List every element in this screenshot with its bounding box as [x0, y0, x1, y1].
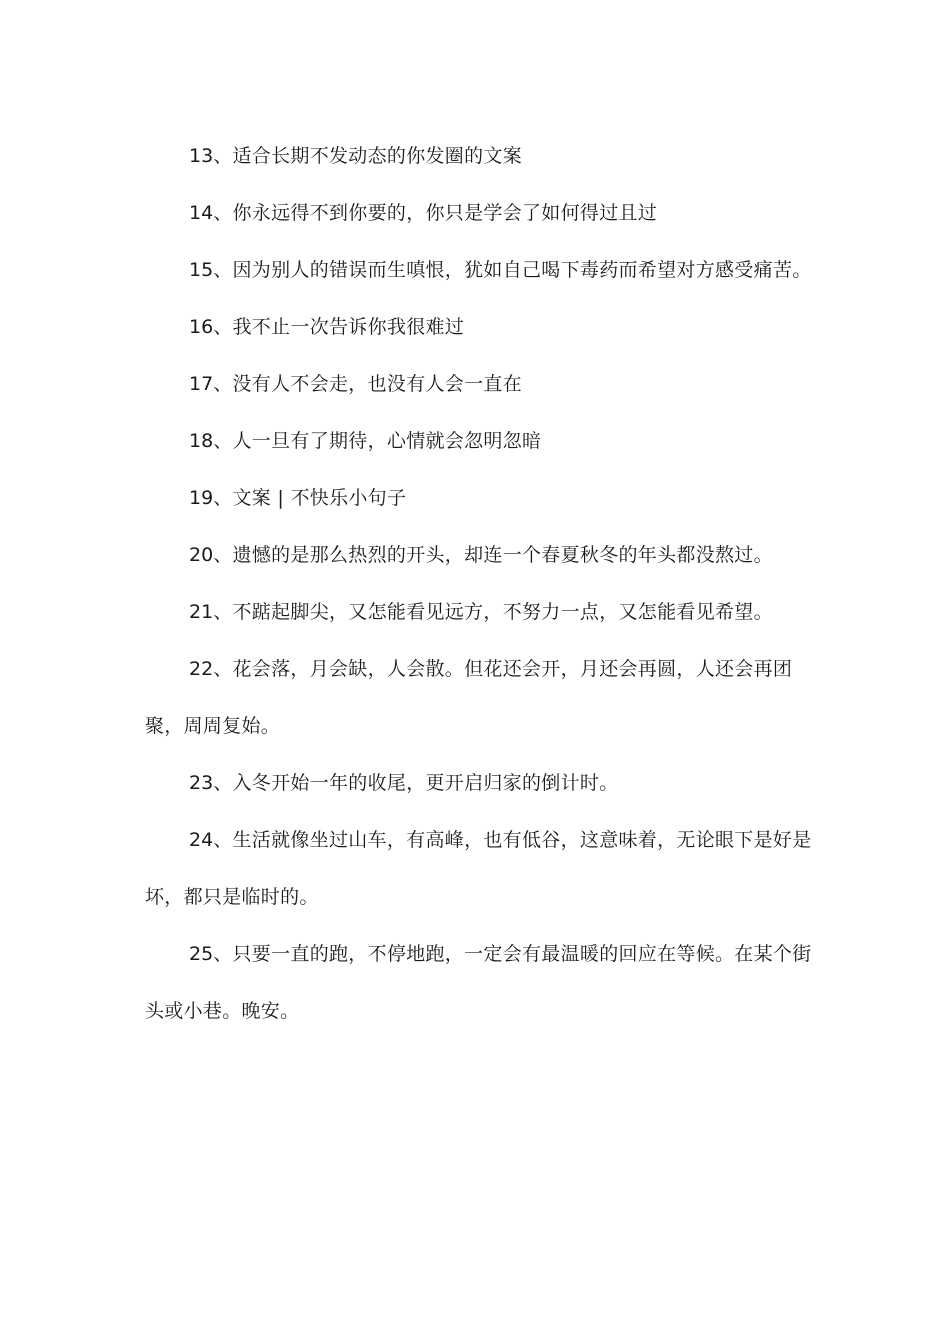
paragraph-19: [145, 470, 825, 527]
item-text: 、适合长期不发动态的你发圈的文案: [213, 145, 522, 167]
item-number: 17: [189, 373, 214, 395]
item-number: 23: [189, 772, 214, 794]
item-number: 15: [189, 259, 214, 281]
paragraph-25: [145, 926, 825, 1040]
item-text: 、因为别人的错误而生嗔恨，犹如自己喝下毒药而希望对方感受痛苦。: [213, 259, 812, 281]
item-number: 24: [189, 829, 214, 851]
item-text: 、遗憾的是那么热烈的开头，却连一个春夏秋冬的年头都没熬过。: [213, 544, 773, 566]
item-number: 18: [189, 430, 214, 452]
item-text: 、入冬开始一年的收尾，更开启归家的倒计时。: [213, 772, 619, 794]
paragraph-18: [145, 413, 825, 470]
paragraph-17: [145, 356, 825, 413]
item-number: 21: [189, 601, 214, 623]
item-text: 、花会落，月会缺，人会散。但花还会开，月还会再圆，人还会再团聚，周周复始。: [145, 658, 793, 737]
paragraph-20: [145, 527, 825, 584]
item-text: 、没有人不会走，也没有人会一直在: [213, 373, 522, 395]
paragraph-22: [145, 641, 825, 755]
item-number: 25: [189, 943, 214, 965]
paragraph-13: [145, 128, 825, 185]
item-text: 、你永远得不到你要的，你只是学会了如何得过且过: [213, 202, 658, 224]
item-text: 、文案 | 不快乐小句子: [213, 487, 407, 509]
paragraph-23: [145, 755, 825, 812]
paragraph-24: [145, 812, 825, 926]
item-number: 16: [189, 316, 214, 338]
item-number: 22: [189, 658, 214, 680]
item-text: 、不踮起脚尖，又怎能看见远方，不努力一点，又怎能看见希望。: [213, 601, 773, 623]
item-number: 14: [189, 202, 214, 224]
item-number: 19: [189, 487, 214, 509]
document-body: [145, 128, 825, 1040]
item-text: 、生活就像坐过山车，有高峰，也有低谷，这意味着，无论眼下是好是坏，都只是临时的。: [145, 829, 812, 908]
item-number: 20: [189, 544, 214, 566]
paragraph-15: [145, 242, 825, 299]
paragraph-16: [145, 299, 825, 356]
item-number: 13: [189, 145, 214, 167]
item-text: 、我不止一次告诉你我很难过: [213, 316, 465, 338]
paragraph-21: [145, 584, 825, 641]
paragraph-14: [145, 185, 825, 242]
item-text: 、只要一直的跑，不停地跑，一定会有最温暖的回应在等候。在某个街头或小巷。晚安。: [145, 943, 812, 1022]
item-text: 、人一旦有了期待，心情就会忽明忽暗: [213, 430, 542, 452]
